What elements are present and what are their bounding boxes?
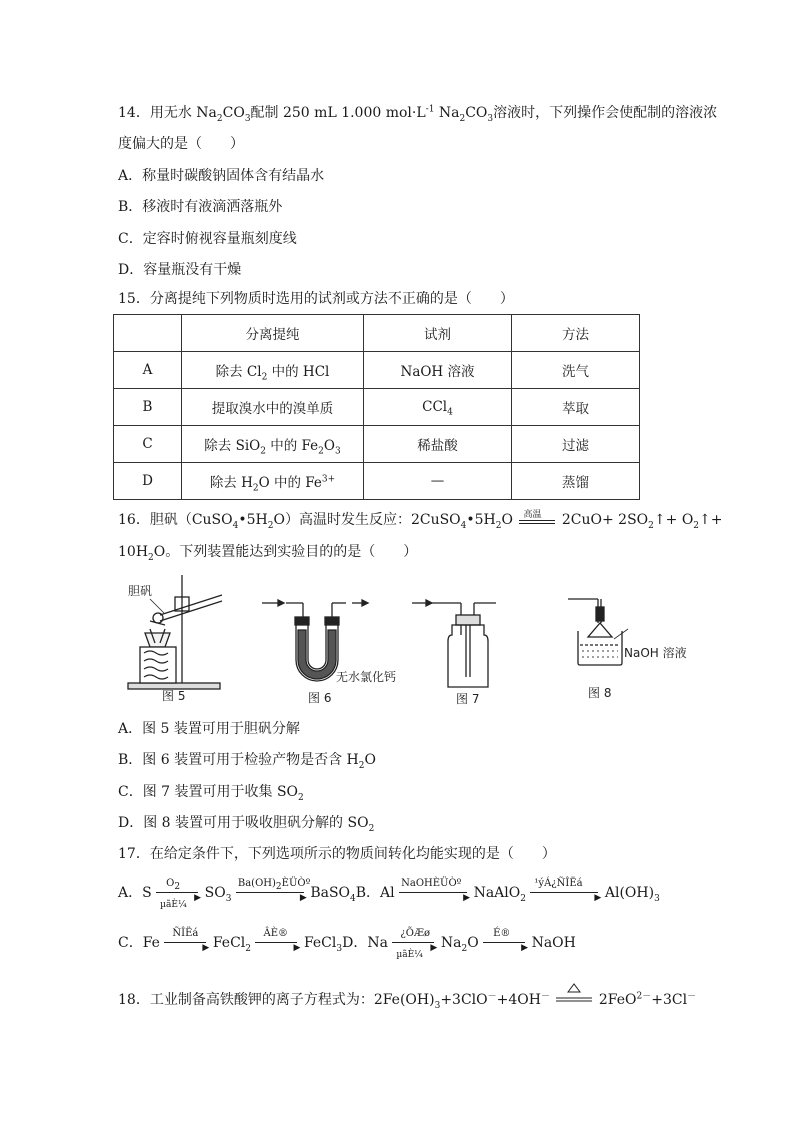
arrow-b1: NaOHÈÜÒº ▶ <box>401 878 471 903</box>
heat-condition <box>554 988 594 1012</box>
row-label: D <box>114 463 182 500</box>
table-row <box>114 389 640 426</box>
figure-6-u-tube <box>262 600 368 681</box>
arrow-d2: É® ▶ <box>483 931 527 955</box>
q17-options-ab: A．S $O_2$ ▶ µãÈ¼ $SO_3$ $Ba(OH)_2ÈÜÒº$ ▶ BaSO$_4$B．Al NaOHÈÜÒº ▶ NaAlO$_2$ ¹ýÁ¿ÑÎËá ▶ $Al(OH)_3$ <box>118 878 660 910</box>
q14-stem-line1: 14．用无水 $Na_2CO_3$配制 250 mL 1.000 $mol\cdot L^{-1}$ $Na_2CO_3$溶液时，下列操作会使配制的溶液浓 <box>118 104 718 124</box>
row-task: 除去 $Cl_2$ 中的 HCl <box>182 352 364 389</box>
q16-stem-line2: $10H_2O$。下列装置能达到实验目的的是（ ） <box>118 544 418 563</box>
fig-label-8: 图 8 <box>588 686 612 700</box>
reaction-condition: 高温 <box>517 511 557 529</box>
row-method: 过滤 <box>512 426 640 463</box>
table-header-row <box>114 315 640 352</box>
row-task: 除去 SiO$_2$ 中的 $Fe_2O_3$ <box>182 426 364 463</box>
row-reagent: CCl$_4$ <box>364 389 512 426</box>
fig6-note: 无水氯化钙 <box>336 670 397 684</box>
row-method: 洗气 <box>512 352 640 389</box>
fig8-note: NaOH 溶液 <box>624 646 687 660</box>
arrow-a1: $O_2$ ▶ µãÈ¼ <box>156 881 200 905</box>
row-label: A <box>114 352 182 389</box>
row-method: 萃取 <box>512 389 640 426</box>
table-header-cell: 方法 <box>512 315 640 352</box>
q16-stem-line1: 16．胆矾$(CuSO_4•5H_2O)$高温时发生反应：$2CuSO_4•5H_2O$ 高温 $2CuO+ 2SO_2↑+$ $O_2↑+$ <box>118 510 723 531</box>
table-row <box>114 352 640 389</box>
q16-option-d: D．图 8 装置可用于吸收胆矾分解的 $SO_2$ <box>118 815 375 834</box>
table-header-cell <box>114 315 182 352</box>
row-reagent: — <box>364 463 512 500</box>
row-method: 蒸馏 <box>512 463 640 500</box>
figure-7-gas-bottle <box>412 600 496 687</box>
q18-stem: 18．工业制备高铁酸钾的离子方程式为：$2Fe(OH)_3+3ClO^-+4OH^-$ 2FeO$^{2-}$+3Cl－ <box>118 988 696 1016</box>
arrow-a2: $Ba(OH)_2ÈÜÒº$ ▶ <box>237 878 311 903</box>
q16-option-b: B．图 6 装置可用于检验产物是否含 $H_2O$ <box>118 752 376 771</box>
arrow-c2: ÂÈ® ▶ <box>255 931 299 955</box>
row-reagent: NaOH 溶液 <box>364 352 512 389</box>
fig5-note: 胆矾 <box>128 584 153 598</box>
q14-option-a: A．称量时碳酸钠固体含有结晶水 <box>118 168 325 184</box>
row-task: 提取溴水中的溴单质 <box>182 389 364 426</box>
q17-stem: 17．在给定条件下，下列选项所示的物质间转化均能实现的是（ ） <box>118 846 556 862</box>
row-label: B <box>114 389 182 426</box>
q16-option-c: C．图 7 装置可用于收集 $SO_2$ <box>118 784 304 803</box>
row-reagent: 稀盐酸 <box>364 426 512 463</box>
separation-table <box>113 314 640 500</box>
figure-8-beaker <box>568 599 628 665</box>
q16-option-a: A．图 5 装置可用于胆矾分解 <box>118 721 300 737</box>
q14-option-c: C．定容时俯视容量瓶刻度线 <box>118 231 297 247</box>
row-task: 除去 $H_2O$ 中的 $Fe^{3+}$ <box>182 463 364 500</box>
apparatus-figures <box>0 565 794 715</box>
table-header-cell: 试剂 <box>364 315 512 352</box>
arrow-c1: ÑÎËá ▶ <box>164 931 208 955</box>
table-row <box>114 426 640 463</box>
row-label: C <box>114 426 182 463</box>
arrow-d1: ¿ÕÆø ▶ µãÈ¼ <box>392 931 436 955</box>
q17-options-cd: C．Fe ÑÎËá ▶ FeCl$_2$ ÂÈ® ▶ FeCl$_3$D．Na ¿ÕÆø ▶ µãÈ¼ $Na_2O$ É® ▶ NaOH <box>118 928 576 960</box>
q14-stem-line2: 度偏大的是（ ） <box>118 136 244 152</box>
q15-stem: 15．分离提纯下列物质时选用的试剂或方法不正确的是（ ） <box>118 291 514 307</box>
table-row <box>114 463 640 500</box>
q14-option-b: B．移液时有液滴洒落瓶外 <box>118 199 283 215</box>
arrow-b2: ¹ýÁ¿ÑÎËá ▶ <box>530 881 600 905</box>
fig-label-6: 图 6 <box>308 691 332 705</box>
q14-option-d: D．容量瓶没有干燥 <box>118 262 242 278</box>
fig-label-5: 图 5 <box>162 689 186 703</box>
table-header-cell: 分离提纯 <box>182 315 364 352</box>
fig-label-7: 图 7 <box>456 692 480 706</box>
